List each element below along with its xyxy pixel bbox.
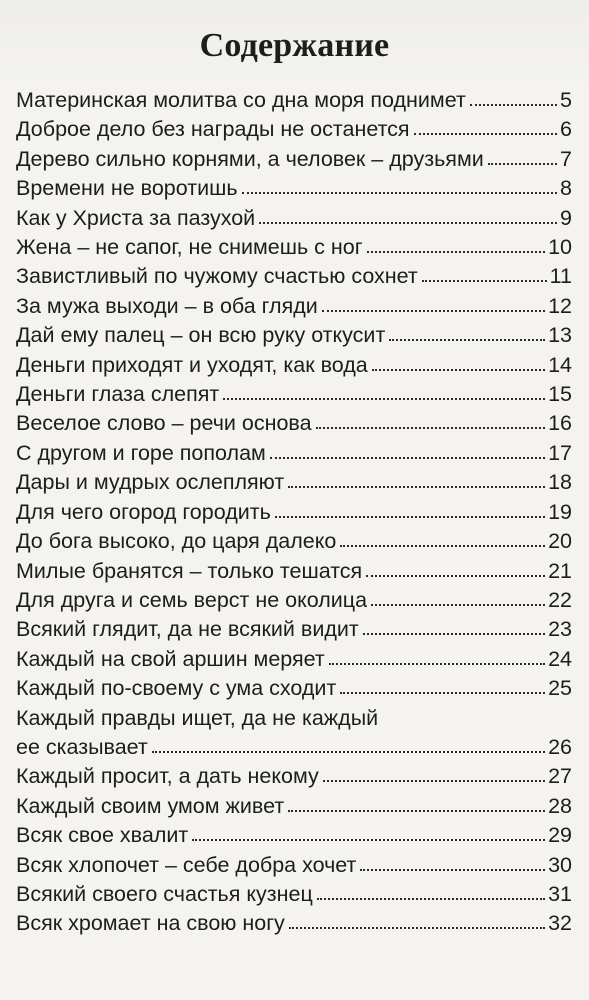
dot-leader: [288, 485, 545, 488]
dot-leader: [340, 544, 545, 547]
dot-leader: [340, 691, 545, 694]
toc-entry[interactable]: [16, 851, 572, 880]
toc-entry[interactable]: [16, 86, 572, 115]
dot-leader: [360, 868, 545, 871]
toc-page-number: 26: [548, 734, 572, 759]
toc-page-number: 11: [549, 264, 572, 289]
toc-page-number: 8: [560, 176, 572, 201]
toc-entry-title: Материнская молитва со дна моря поднимет: [16, 88, 466, 112]
toc-page-number: 17: [548, 440, 572, 465]
toc-page-number: 29: [548, 823, 572, 848]
toc-entry-title: Дерево сильно корнями, а человек – друзьями: [16, 146, 484, 171]
toc-page-number: 9: [560, 205, 572, 230]
toc-page-number: 32: [548, 911, 572, 936]
toc-entry-title: Милые бранятся – только тешатся: [16, 558, 363, 583]
toc-page-number: 19: [548, 499, 572, 524]
toc-entry[interactable]: [16, 292, 572, 321]
toc-entry[interactable]: [16, 762, 572, 791]
toc-entry-title: Доброе дело без награды не останется: [16, 117, 410, 142]
toc-entry-title: Дары и мудрых ослепляют: [16, 470, 285, 495]
toc-entry[interactable]: [16, 821, 572, 850]
toc-entry[interactable]: [16, 527, 572, 556]
dot-leader: [223, 397, 545, 400]
dot-leader: [488, 162, 557, 165]
table-of-contents: [16, 86, 572, 939]
toc-entry-title: Веселое слово – речи основа: [16, 411, 312, 436]
toc-entry[interactable]: [16, 909, 572, 938]
toc-entry-title: Каждый своим умом живет: [16, 793, 285, 818]
toc-entry-title: Каждый просит, а дать некому: [16, 764, 319, 789]
toc-entry[interactable]: [16, 557, 572, 586]
toc-entry-title: Всякий своего счастья кузнец: [16, 881, 313, 906]
toc-entry-title: Деньги приходят и уходят, как вода: [16, 352, 368, 377]
toc-page-number: 28: [548, 793, 572, 818]
dot-leader: [316, 426, 546, 429]
toc-entry-title: Как у Христа за пазухой: [16, 205, 256, 230]
toc-entry[interactable]: [16, 380, 572, 409]
toc-page-number: 12: [548, 293, 572, 318]
toc-entry-title: Для чего огород городить: [16, 499, 271, 524]
toc-entry-title: Дай ему палец – он всю руку откусит: [16, 323, 386, 348]
toc-entry-title: Всяк свое хвалит: [16, 823, 189, 848]
toc-page-number: 20: [548, 529, 572, 554]
toc-page-number: 25: [548, 676, 572, 701]
toc-page-number: 30: [548, 852, 572, 877]
toc-entry[interactable]: [16, 586, 572, 615]
dot-leader: [152, 750, 545, 753]
dot-leader: [367, 250, 546, 253]
toc-entry-title: Всякий глядит, да не всякий видит: [16, 617, 359, 642]
toc-entry[interactable]: [16, 262, 572, 291]
dot-leader: [372, 368, 545, 371]
toc-entry[interactable]: [16, 409, 572, 438]
toc-page-number: 10: [548, 235, 572, 260]
dot-leader: [470, 103, 557, 106]
dot-leader: [371, 603, 545, 606]
dot-leader: [389, 338, 545, 341]
page-title: Содержание: [199, 27, 390, 64]
toc-entry-title: Для друга и семь верст не околица: [16, 587, 368, 612]
toc-entry[interactable]: [16, 880, 572, 909]
dot-leader: [270, 456, 545, 459]
toc-entry-title: Завистливый по чужому счастью сохнет: [16, 264, 418, 289]
toc-entry[interactable]: [16, 468, 572, 497]
toc-page-number: 13: [548, 323, 572, 348]
toc-page-number: 16: [548, 411, 572, 436]
toc-entry[interactable]: [16, 645, 572, 674]
toc-page-number: 31: [548, 881, 572, 906]
dot-leader: [275, 515, 545, 518]
toc-page-number: 5: [560, 88, 572, 112]
toc-entry[interactable]: [16, 115, 572, 144]
toc-entry[interactable]: [16, 351, 572, 380]
toc-entry-title: Деньги глаза слепят: [16, 382, 220, 407]
toc-entry: [16, 733, 572, 762]
toc-entry[interactable]: [16, 498, 572, 527]
toc-page-number: 18: [548, 470, 572, 495]
dot-leader: [414, 132, 557, 135]
dot-leader: [422, 279, 547, 282]
toc-page-number: 27: [548, 764, 572, 789]
toc-page-number: 24: [548, 646, 572, 671]
toc-page-number: 15: [548, 382, 572, 407]
dot-leader: [288, 809, 545, 812]
toc-entry[interactable]: [16, 321, 572, 350]
toc-entry-title: Всяк хромает на свою ногу: [16, 911, 285, 936]
toc-entry[interactable]: [16, 615, 572, 644]
dot-leader: [289, 926, 545, 929]
dot-leader: [329, 662, 545, 665]
toc-page-number: 7: [560, 146, 572, 171]
toc-page-number: 22: [548, 587, 572, 612]
toc-entry-title: ее сказывает: [16, 734, 148, 759]
dot-leader: [366, 574, 545, 577]
toc-page-number: 23: [548, 617, 572, 642]
toc-entry-title: За мужа выходи – в оба гляди: [16, 293, 318, 318]
toc-page-number: 6: [560, 117, 572, 142]
toc-entry-title: Времени не воротишь: [16, 176, 238, 201]
toc-entry-title: С другом и горе пополам: [16, 440, 266, 465]
toc-entry[interactable]: [16, 674, 572, 703]
toc-entry[interactable]: [16, 233, 572, 262]
toc-entry[interactable]: [16, 792, 572, 821]
dot-leader: [363, 632, 545, 635]
toc-entry-title: Всяк хлопочет – себе добра хочет: [16, 852, 357, 877]
dot-leader: [323, 779, 545, 782]
dot-leader: [317, 897, 545, 900]
toc-entry[interactable]: [16, 439, 572, 468]
toc-entry[interactable]: [16, 145, 572, 174]
toc-page-number: 21: [548, 558, 572, 583]
toc-entry-title: До бога высоко, до царя далеко: [16, 529, 337, 554]
toc-entry-multiline[interactable]: [16, 704, 572, 763]
toc-entry[interactable]: [16, 174, 572, 203]
toc-entry-title: Жена – не сапог, не снимешь с ног: [16, 235, 363, 260]
dot-leader: [259, 221, 557, 224]
dot-leader: [322, 309, 545, 312]
dot-leader: [242, 191, 557, 194]
toc-entry[interactable]: [16, 204, 572, 233]
toc-entry-title: Каждый по-своему с ума сходит: [16, 676, 337, 701]
toc-entry-title: Каждый на свой аршин меряет: [16, 646, 325, 671]
toc-page-number: 14: [548, 352, 572, 377]
toc-entry-title-line1: Каждый правды ищет, да не каждый: [16, 705, 379, 730]
dot-leader: [192, 838, 545, 841]
